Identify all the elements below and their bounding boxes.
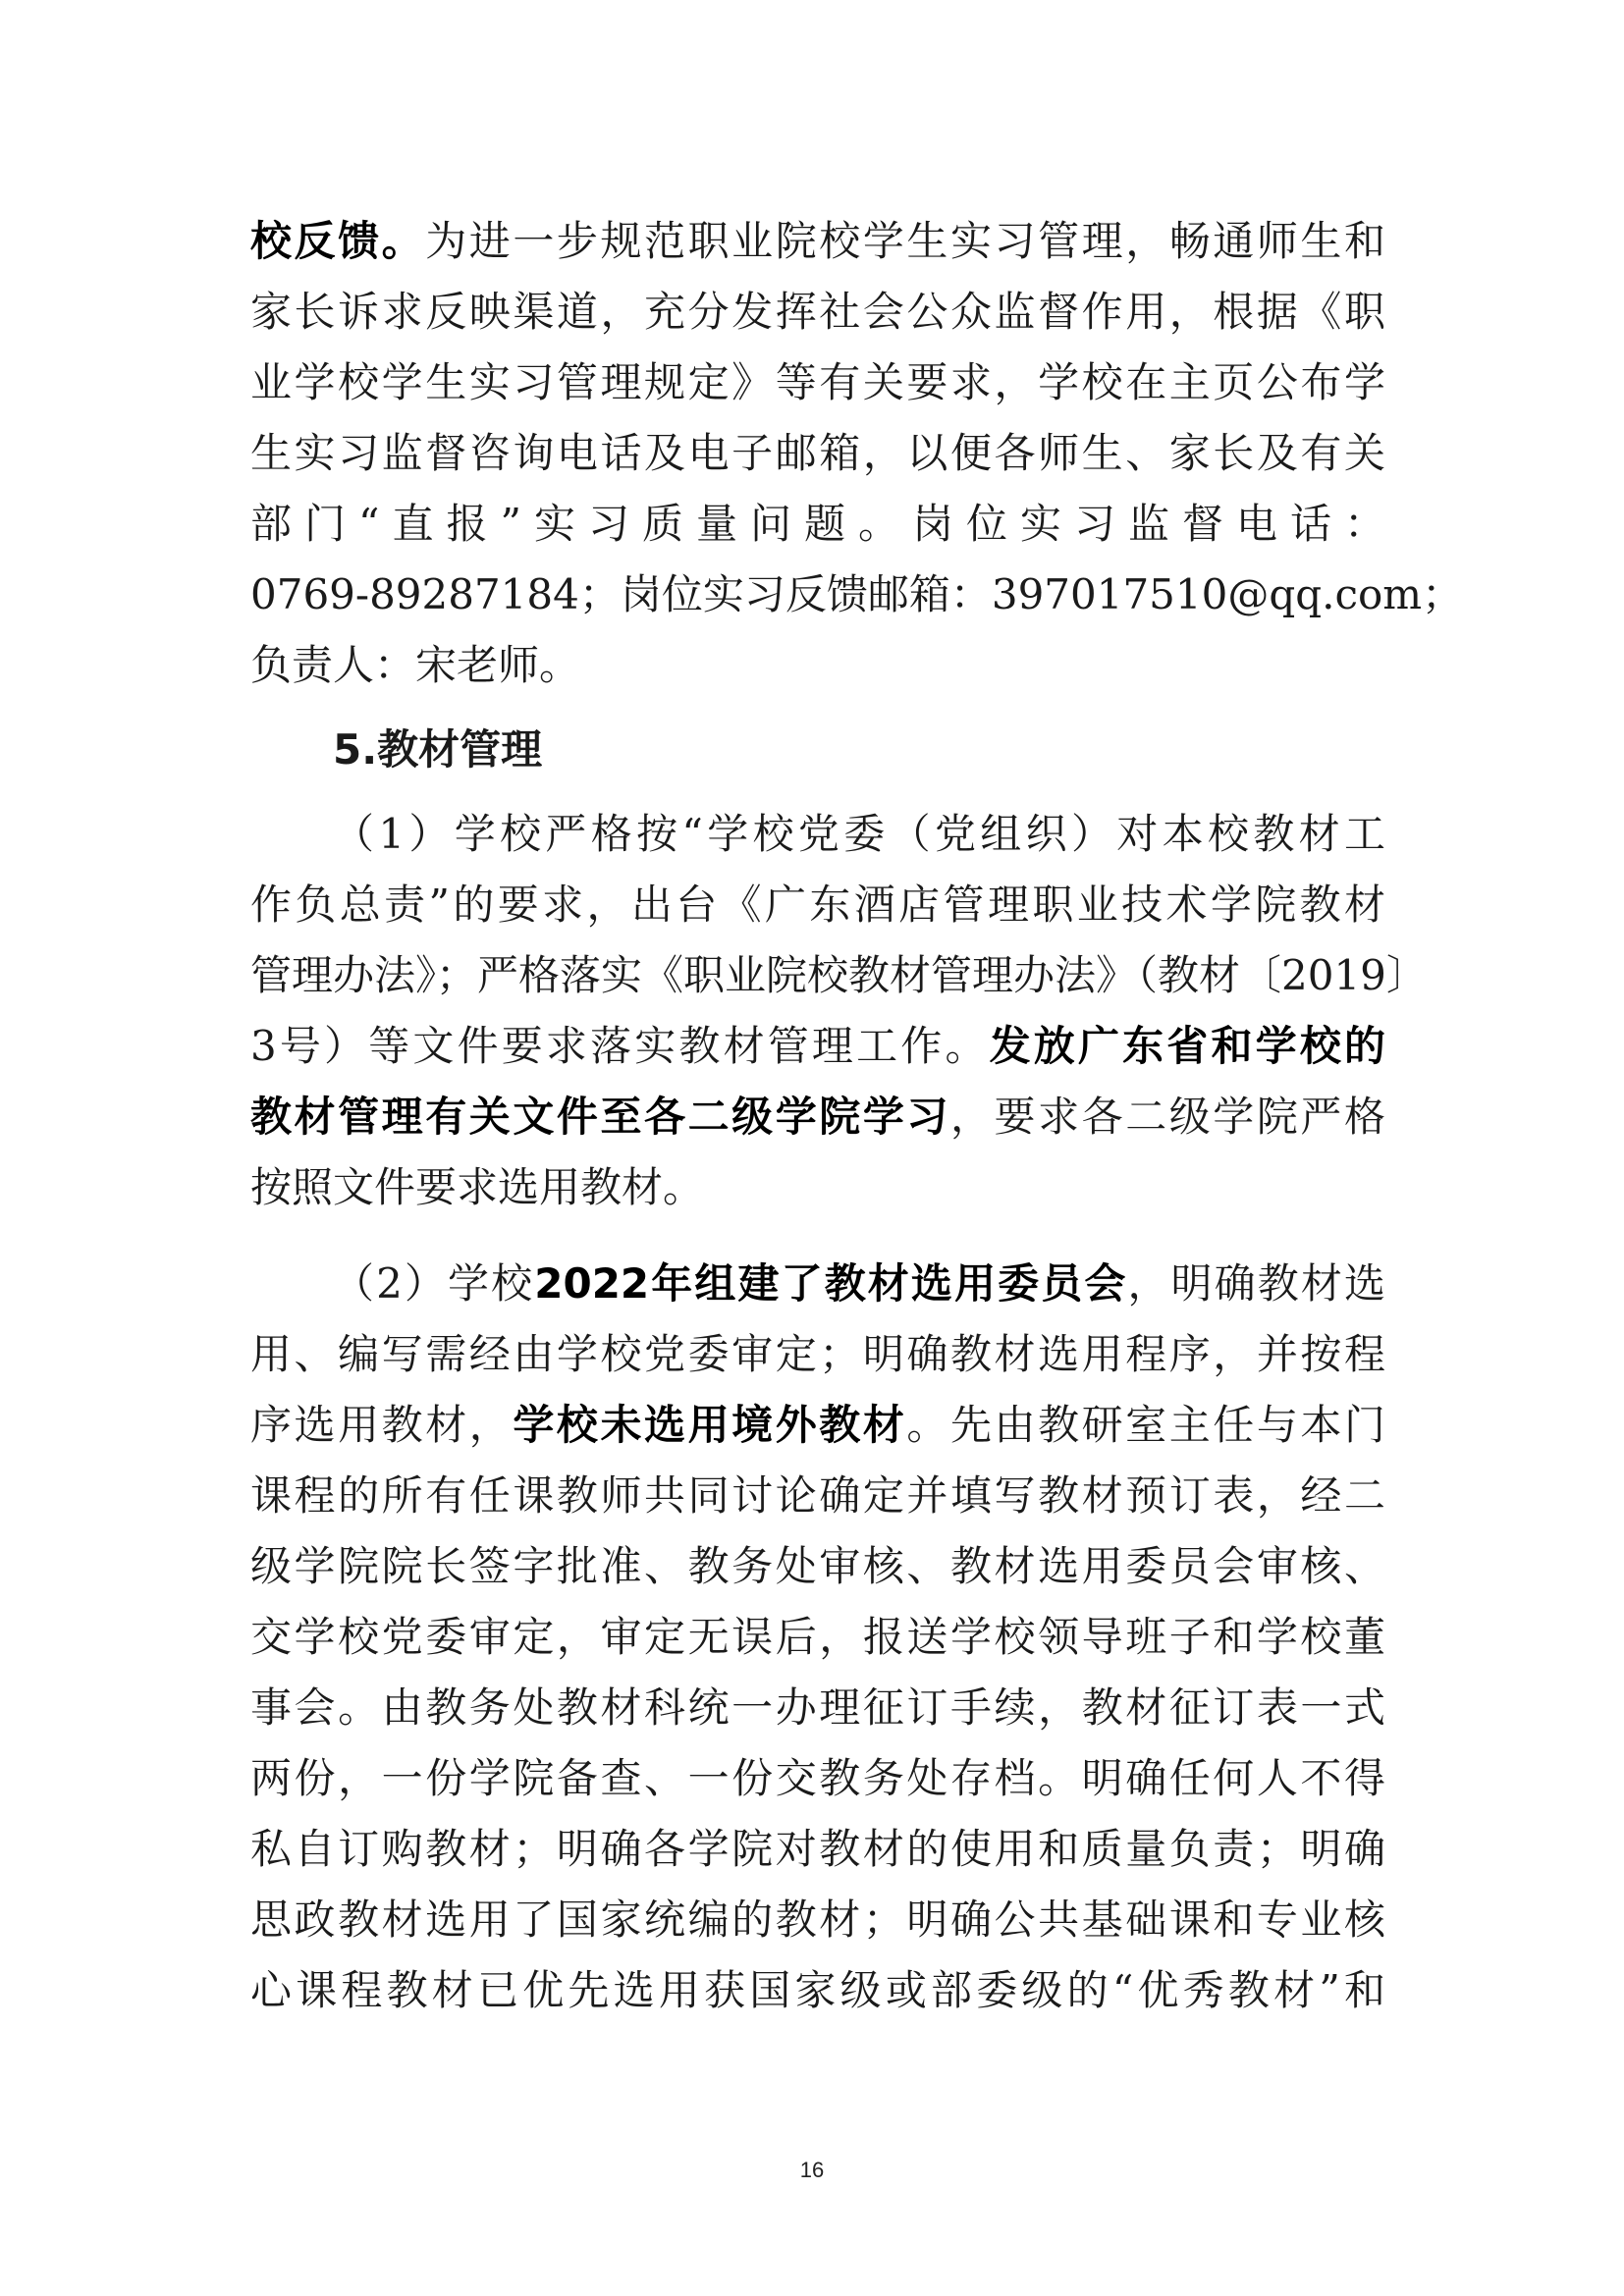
- paragraph-internship-feedback: [250, 206, 1464, 701]
- bold-phrase: 2022年组建了教材选用委员会: [534, 1259, 1128, 1308]
- text-line: 生实习监督咨询电话及电子邮箱，以便各师生、家长及有关: [250, 429, 1385, 477]
- text-line: 管理办法》；严格落实《职业院校教材管理办法》（教材〔2019〕: [250, 951, 1428, 999]
- text-line: 心课程教材已优先选用获国家级或部委级的“优秀教材”和: [250, 1966, 1385, 2014]
- section-heading: 5.教材管理: [333, 725, 543, 774]
- text-line: 用、编写需经由学校党委审定；明确教材选用程序，并按程: [250, 1330, 1385, 1378]
- bold-phrase: 学校未选用境外教材: [513, 1401, 907, 1449]
- text-line: [250, 1082, 1385, 1152]
- text-span: ，明确教材选: [1127, 1259, 1385, 1308]
- text-line: 两份，一份学院备查、一份交教务处存档。明确任何人不得: [250, 1754, 1385, 1802]
- text-span: 3号）等文件要求落实教材管理工作。: [250, 1022, 990, 1070]
- text-line: 级学院院长签字批准、教务处审核、教材选用委员会审核、: [250, 1542, 1385, 1590]
- text-span: 为进一步规范职业院校学生实习管理，畅通师生和: [425, 217, 1385, 265]
- bold-phrase: 教材管理有关文件至各二级学院学习: [250, 1093, 950, 1141]
- text-line: （1）学校严格按“学校党委（党组织）对本校教材工: [333, 810, 1385, 858]
- paragraph-textbook-policy: [250, 799, 1428, 1223]
- text-line: 部门“直报”实习质量问题。岗位实习监督电话：: [250, 500, 1385, 548]
- text-line: [250, 206, 1385, 277]
- bold-phrase: 发放广东省和学校的: [989, 1022, 1385, 1070]
- text-line: 业学校学生实习管理规定》等有关要求，学校在主页公布学: [250, 358, 1385, 406]
- text-line: 按照文件要求选用教材。: [250, 1163, 705, 1211]
- text-line: 私自订购教材；明确各学院对教材的使用和质量负责；明确: [250, 1825, 1385, 1873]
- text-line: 家长诉求反映渠道，充分发挥社会公众监督作用，根据《职: [250, 288, 1385, 336]
- bold-phrase: 校反馈。: [250, 217, 426, 265]
- text-line: 负责人：宋老师。: [250, 641, 581, 689]
- contact-line: 0769-89287184；岗位实习反馈邮箱：397017510@qq.com；: [250, 570, 1464, 618]
- page-body: [250, 206, 1464, 2026]
- text-line: 课程的所有任课教师共同讨论确定并填写教材预订表，经二: [250, 1471, 1385, 1520]
- text-line: 交学校党委审定，审定无误后，报送学校领导班子和学校董: [250, 1613, 1385, 1661]
- text-line: 思政教材选用了国家统编的教材；明确公共基础课和专业核: [250, 1896, 1385, 1944]
- text-span: 序选用教材，: [250, 1401, 514, 1449]
- text-line: 事会。由教务处教材科统一办理征订手续，教材征订表一式: [250, 1683, 1385, 1732]
- paragraph-textbook-selection: [250, 1249, 1385, 2026]
- text-line: [250, 1011, 1385, 1082]
- text-line: [250, 1390, 1385, 1461]
- page-number: 16: [799, 2158, 825, 2182]
- text-span: 。先由教研室主任与本门: [906, 1401, 1385, 1449]
- text-span: ，要求各二级学院严格: [949, 1093, 1385, 1141]
- text-line: 作负总责”的要求，出台《广东酒店管理职业技术学院教材: [250, 881, 1385, 929]
- text-line: [250, 1249, 1385, 1319]
- text-span: （2）学校: [333, 1259, 535, 1308]
